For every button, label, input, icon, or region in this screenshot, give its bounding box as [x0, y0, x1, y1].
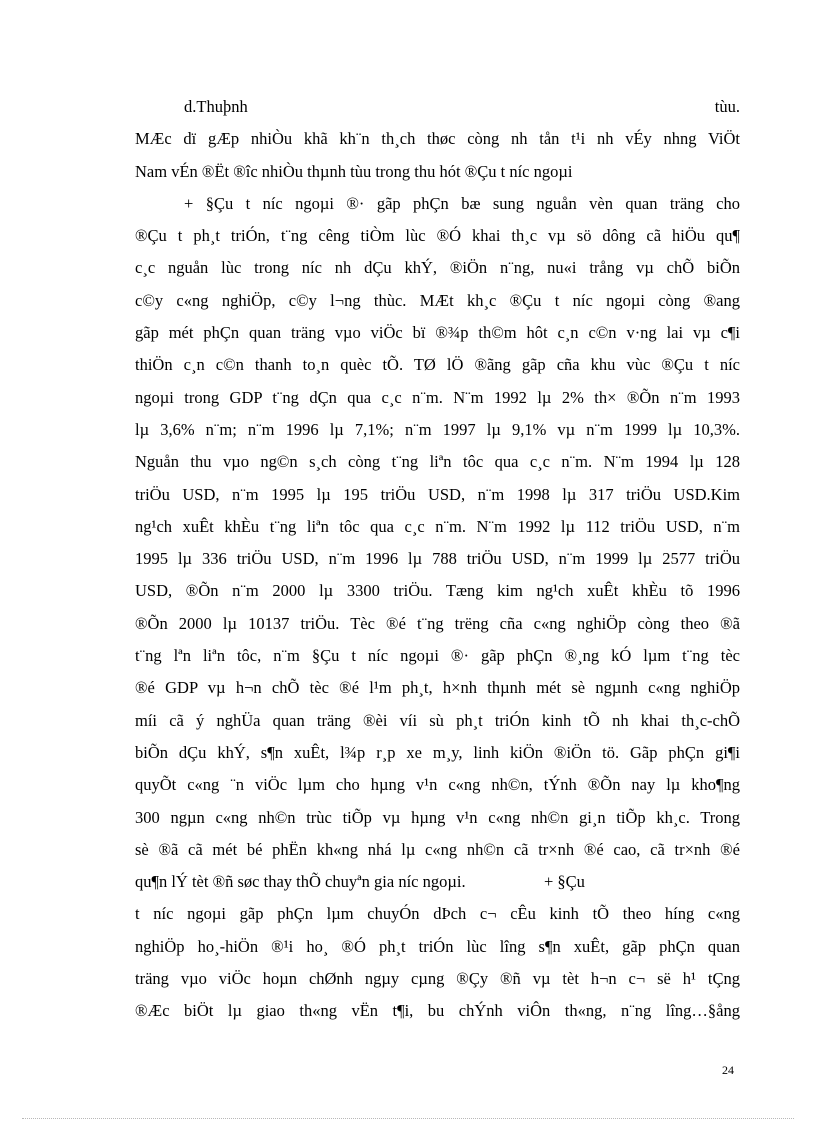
- text-line: quyÕt c«ng ¨n viÖc lµm cho hµng v¹n c«ng nh©n, tÝnh ®Õn nay lµ kho¶ng: [135, 775, 740, 795]
- text-line: ®Õn 2000 lµ 10137 triÖu. Tèc ®é t¨ng trëng cña c«ng nghiÖp còng theo ®ã: [135, 613, 740, 633]
- text-line: sè ®ã cã mét bé phËn kh«ng nhá lµ c«ng nh©n cã tr×nh ®é cao, cã tr×nh ®é: [135, 839, 740, 859]
- text-line: 300 ngµn c«ng nh©n trùc tiÕp vµ hµng v¹n c«ng nh©n gi¸n tiÕp kh¸c. Trong: [135, 807, 740, 827]
- section-heading: [135, 91, 740, 123]
- page-number: 24: [722, 1063, 734, 1077]
- text-line: nghiÖp ho¸-hiÖn ®¹i ho¸ ®Ó ph¸t triÓn lùc lîng s¶n xuÊt, gãp phÇn quan: [135, 936, 740, 956]
- text-line: qu¶n lÝ tèt ®ñ søc thay thÕ chuyªn gia níc ngoµi. + §Çu: [135, 872, 585, 892]
- text-line: Nam vÉn ®Ët ®îc nhiÒu thµnh tùu trong thu hót ®Çu t níc ngoµi: [135, 161, 573, 181]
- text-line: biÕn dÇu khÝ, s¶n xuÊt, l¾p r¸p xe m¸y, linh kiÖn ®iÖn tö. Gãp phÇn gi¶i: [135, 742, 740, 762]
- text-line: ®é GDP vµ h¬n chÕ tèc ®é l¹m ph¸t, h×nh thµnh mét sè ngµnh c«ng nghiÖp: [135, 678, 740, 698]
- text-line: + §Çu t níc ngoµi ®· gãp phÇn bæ sung nguån vèn quan träng cho: [184, 193, 740, 213]
- section-heading-title: d.Thuþnh: [184, 97, 248, 116]
- text-line: ®Çu t ph¸t triÓn, t¨ng cêng tiÒm lùc ®Ó khai th¸c vµ sö dông cã hiÖu qu¶: [135, 226, 740, 246]
- page-bottom-border: [22, 1118, 794, 1119]
- text-line: Nguån thu vµo ng©n s¸ch còng t¨ng liªn tôc qua c¸c n¨m. N¨m 1994 lµ 128: [135, 452, 740, 472]
- body-text: [135, 91, 740, 1028]
- text-line: gãp mét phÇn quan träng vµo viÖc bï ®¾p th©m hôt c¸n c©n v·ng lai vµ c¶i: [135, 323, 740, 343]
- text-line: c¸c nguån lùc trong níc nh dÇu khÝ, ®iÖn n¨ng, nu«i trång vµ chÕ biÕn: [135, 258, 740, 278]
- text-line: míi cã ý nghÜa quan träng ®èi víi sù ph¸t triÓn kinh tÕ nh khai th¸c-chÕ: [135, 710, 740, 730]
- text-line: c©y c«ng nghiÖp, c©y l¬ng thùc. MÆt kh¸c ®Çu t níc ngoµi còng ®ang: [135, 290, 740, 310]
- text-line: MÆc dï gÆp nhiÒu khã kh¨n th¸ch thøc còng nh tån t¹i nh vÉy nhng ViÖt: [135, 129, 740, 149]
- text-line: triÖu USD, n¨m 1995 lµ 195 triÖu USD, n¨m 1998 lµ 317 triÖu USD.Kim: [135, 484, 740, 504]
- text-line: t níc ngoµi gãp phÇn lµm chuyÓn dÞch c¬ cÊu kinh tÕ theo híng c«ng: [135, 904, 740, 924]
- text-line: lµ 3,6% n¨m; n¨m 1996 lµ 7,1%; n¨m 1997 lµ 9,1% vµ n¨m 1999 lµ 10,3%.: [135, 419, 740, 439]
- text-line: t¨ng lªn liªn tôc, n¨m §Çu t níc ngoµi ®· gãp phÇn ®¸ng kÓ lµm t¨ng tèc: [135, 646, 740, 666]
- text-line: USD, ®Õn n¨m 2000 lµ 3300 triÖu. Tæng kim ng¹ch xuÊt khÈu tõ 1996: [135, 581, 740, 601]
- section-heading-end: tùu.: [714, 97, 740, 116]
- text-line: träng vµo viÖc hoµn chØnh ngµy cµng ®Çy ®ñ vµ tèt h¬n c¬ së h¹ tÇng: [135, 969, 740, 989]
- text-line: ®Æc biÖt lµ giao th«ng vËn t¶i, bu chÝnh viÔn th«ng, n¨ng lîng…§ång: [135, 1001, 740, 1021]
- text-line: ng¹ch xuÊt khÈu t¨ng liªn tôc qua c¸c n¨m. N¨m 1992 lµ 112 triÖu USD, n¨m: [135, 516, 740, 536]
- text-line: ngoµi trong GDP t¨ng dÇn qua c¸c n¨m. N¨m 1992 lµ 2% th× ®Õn n¨m 1993: [135, 387, 740, 407]
- text-line: 1995 lµ 336 triÖu USD, n¨m 1996 lµ 788 triÖu USD, n¨m 1999 lµ 2577 triÖu: [135, 549, 740, 569]
- text-line: thiÖn c¸n c©n thanh to¸n quèc tÕ. TØ lÖ ®ãng gãp cña khu vùc ®Çu t níc: [135, 355, 740, 375]
